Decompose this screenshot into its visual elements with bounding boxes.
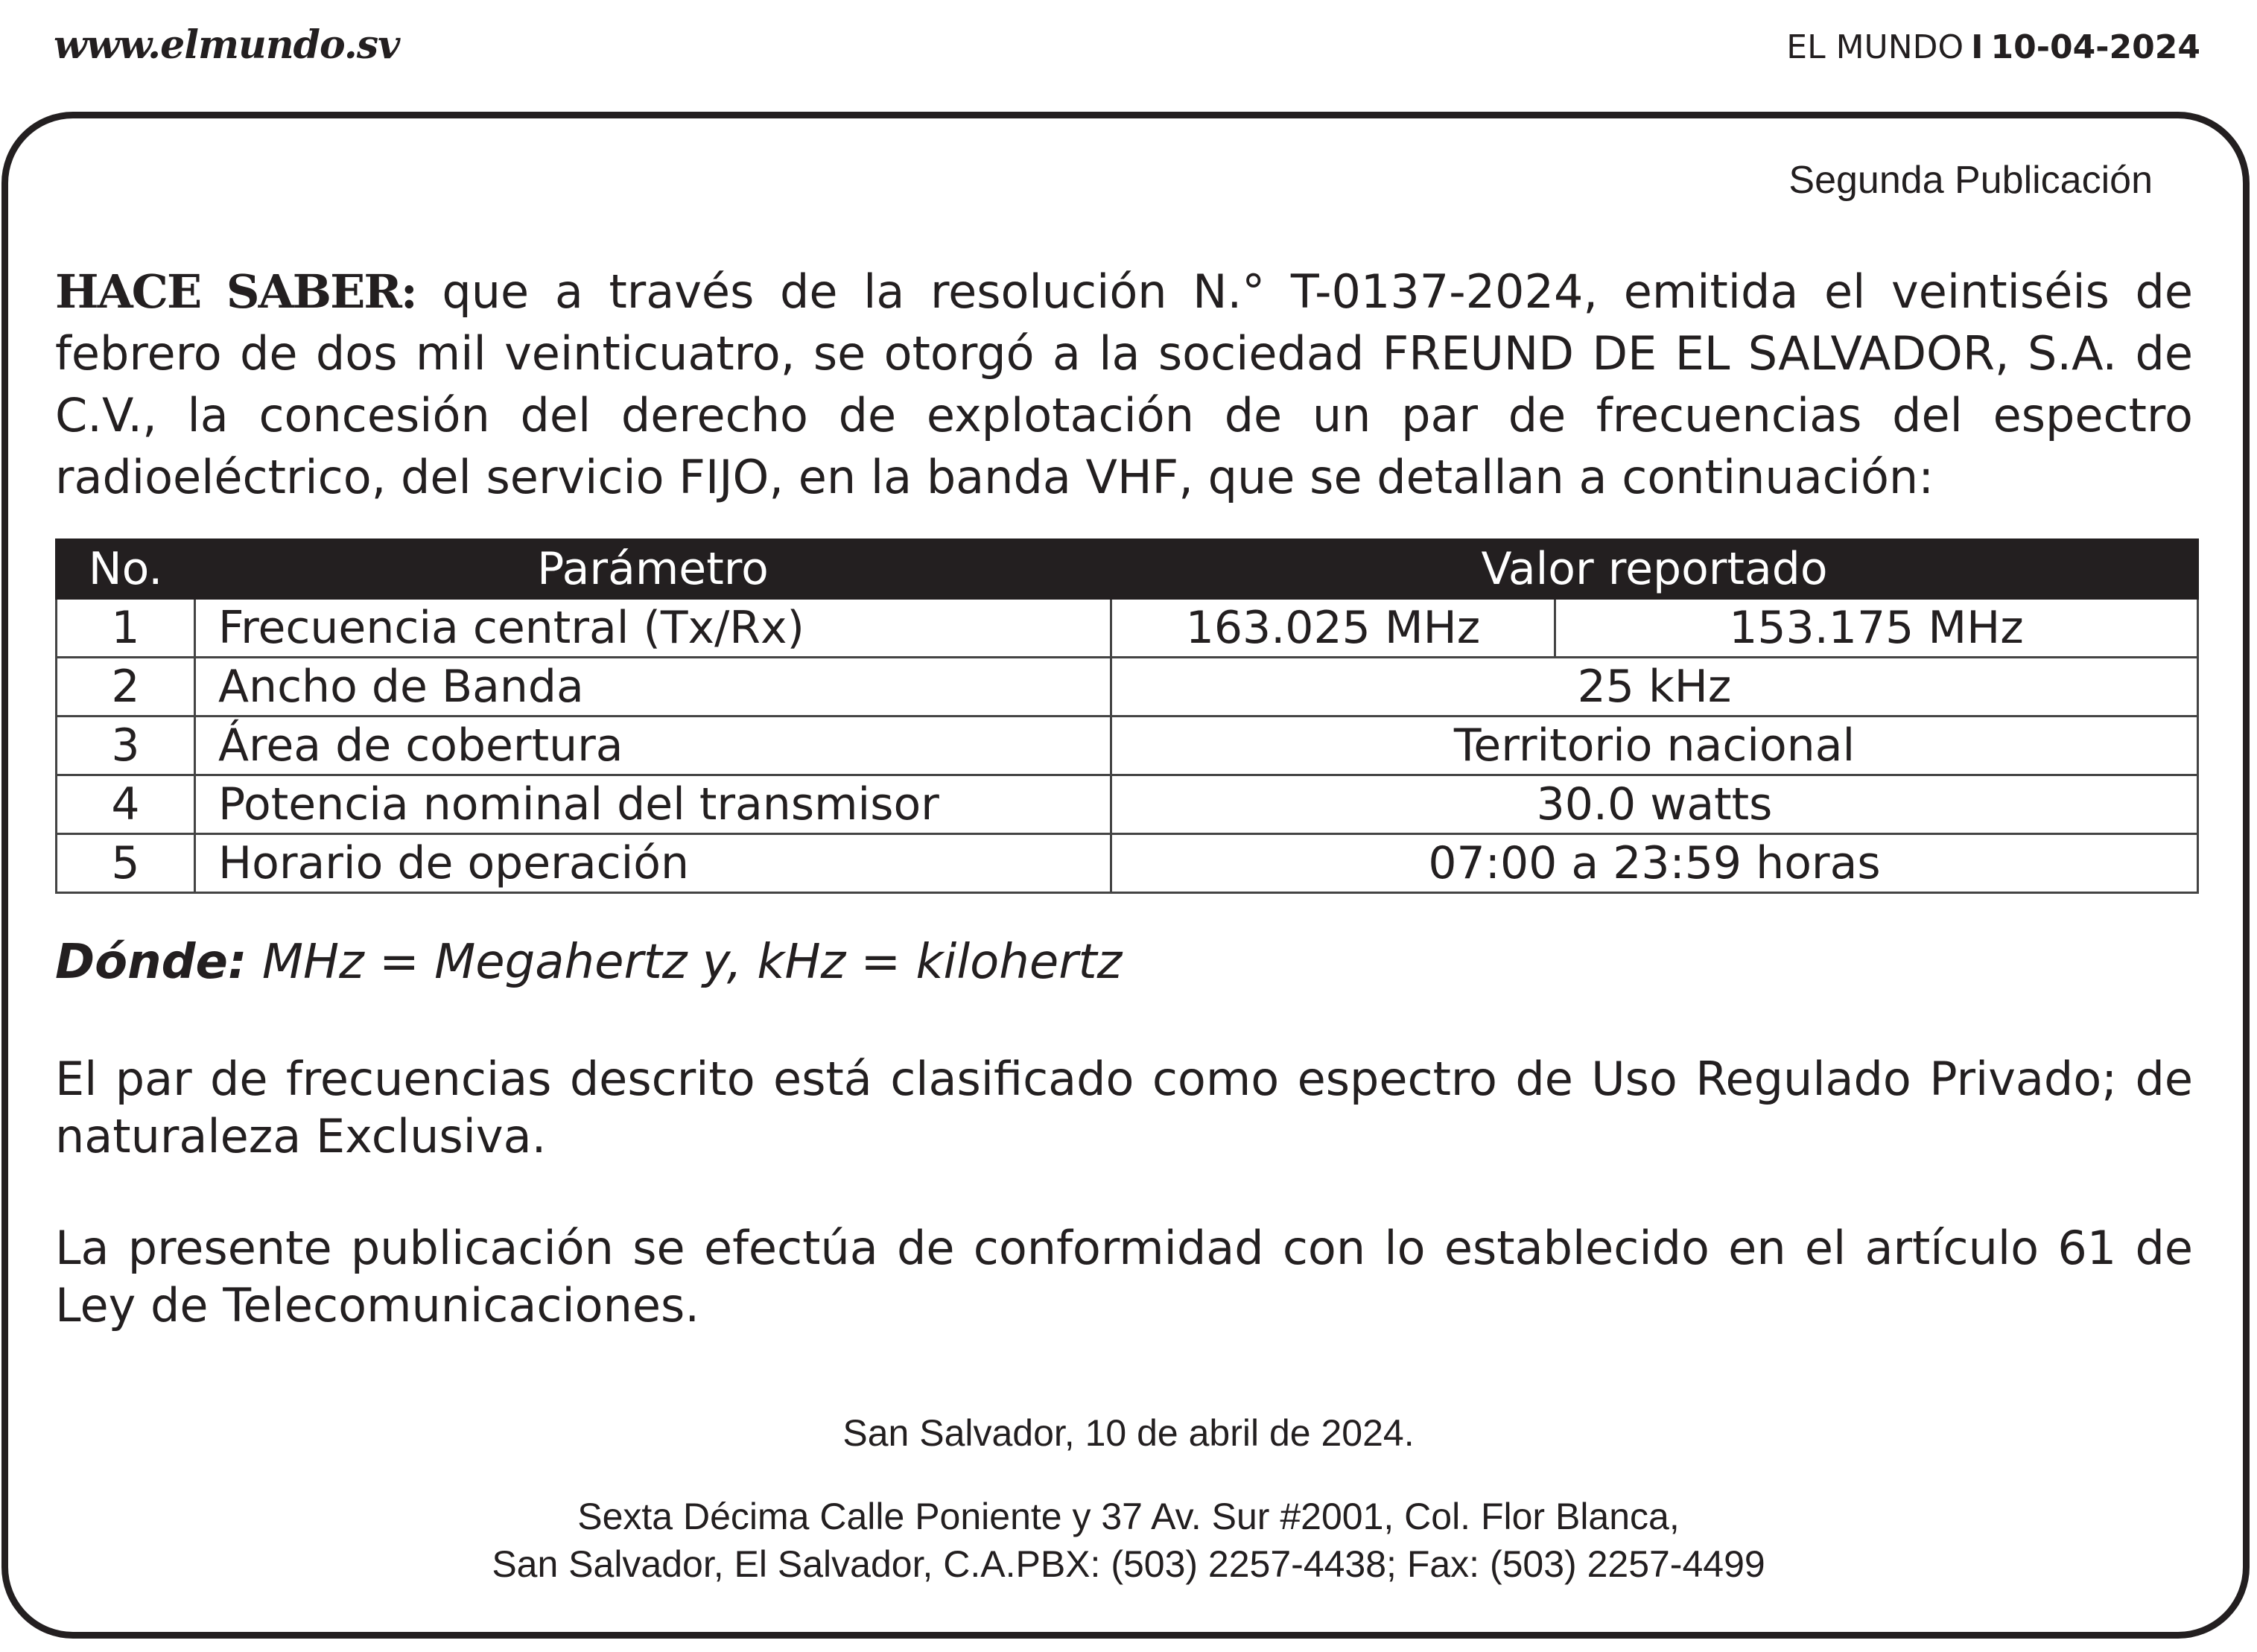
header-reported-value: Valor reportado [1111,540,2198,599]
intro-text: que a través de la resolución N.° T-0137-2024, emitida el veintiséis de febrero de dos mil veinticuatro, se otorgó a la sociedad FREUND DE EL SALVADOR, S.A. de C.V., la concesión del derecho de explotación de un par de frecuencias del espectro radioeléctrico, del servicio FIJO, en la banda VHF, que se detallan a continuación: [55,264,2193,504]
table-row [57,658,2198,717]
row-number: 4 [57,775,195,834]
paper-name: EL MUNDO [1786,28,1964,66]
row-parameter: Ancho de Banda [195,658,1111,717]
row-value: 30.0 watts [1111,775,2198,834]
units-legend [55,935,1122,990]
row-parameter: Horario de operación [195,834,1111,893]
header-parameter: Parámetro [195,540,1111,599]
table-row [57,717,2198,775]
table-row [57,775,2198,834]
masthead [1786,28,2200,66]
header-no: No. [57,540,195,599]
address-block [0,1493,2257,1588]
row-value: 07:00 a 23:59 horas [1111,834,2198,893]
row-value: Territorio nacional [1111,717,2198,775]
intro-paragraph [55,261,2193,508]
row-value-tx: 163.025 MHz [1111,599,1555,658]
address-line-2: San Salvador, El Salvador, C.A.PBX: (503) 2257-4438; Fax: (503) 2257-4499 [492,1543,1765,1585]
row-value-rx: 153.175 MHz [1555,599,2198,658]
row-number: 3 [57,717,195,775]
row-number: 5 [57,834,195,893]
publication-label: Segunda Publicación [1788,159,2153,202]
row-number: 2 [57,658,195,717]
publication-date: 10-04-2024 [1990,28,2200,66]
masthead-separator: I [1971,28,1984,66]
table-row [57,834,2198,893]
row-number: 1 [57,599,195,658]
site-url[interactable]: www.elmundo.sv [54,22,400,68]
place-and-date: San Salvador, 10 de abril de 2024. [842,1412,1415,1454]
units-legend-label: Dónde: [55,935,247,990]
row-parameter: Área de cobertura [195,717,1111,775]
classification-paragraph: El par de frecuencias descrito está clasificado como espectro de Uso Regulado Privado; de naturaleza Exclusiva. [55,1052,2193,1163]
row-parameter: Potencia nominal del transmisor [195,775,1111,834]
row-value: 25 kHz [1111,658,2198,717]
table-header-row [57,540,2198,599]
units-legend-text: MHz = Megahertz y, kHz = kilohertz [261,935,1123,990]
legal-basis-paragraph: La presente publicación se efectúa de conformidad con lo establecido en el artículo 61 de Ley de Telecomunicaciones. [55,1221,2193,1332]
intro-lead: HACE SABER: [55,264,416,319]
row-parameter: Frecuencia central (Tx/Rx) [195,599,1111,658]
frequency-parameters-table [55,539,2199,894]
table-row [57,599,2198,658]
address-line-1: Sexta Décima Calle Poniente y 37 Av. Sur #2001, Col. Flor Blanca, [577,1496,1680,1537]
